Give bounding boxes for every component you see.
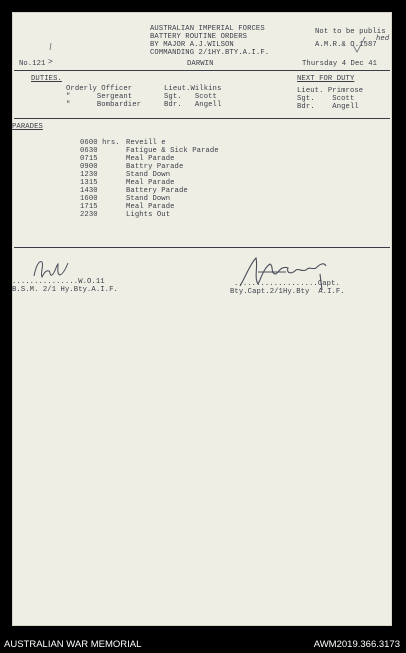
bsm-title: B.S.M. 2/1 Hy.Bty.A.I.F. (12, 286, 118, 294)
top-rule (14, 70, 390, 71)
parades-heading: PARADES (12, 123, 43, 131)
parade-event: Meal Parade (126, 155, 175, 163)
parade-event: Battry Parade (126, 163, 184, 171)
parade-event: Fatigue & Sick Parade (126, 147, 219, 155)
duty-current-3: Bdr. Angell (164, 101, 222, 109)
order-place: DARWIN (187, 60, 214, 68)
handwritten-hed: hed (376, 35, 390, 43)
document-page (12, 12, 392, 626)
captain-title: Bty.Capt.2/1Hy.Bty A.I.F. (230, 288, 345, 296)
parade-time: 1230 (80, 171, 98, 179)
tick-mark-icon (352, 36, 366, 54)
pen-mark-icon (48, 42, 54, 52)
order-number: No.121 (19, 60, 46, 68)
title-line-1: AUSTRALIAN IMPERIAL FORCES (150, 25, 265, 33)
parades-rule (14, 247, 390, 248)
parade-time: 0900 (80, 163, 98, 171)
parade-event: Lights Out (126, 211, 171, 219)
parade-time: 0715 (80, 155, 98, 163)
parade-time: 1600 (80, 195, 98, 203)
footer-accession-number: AWM2019.366.3173 (313, 639, 400, 650)
duty-current-1: Lieut.Wilkins (164, 85, 222, 93)
duty-next-3: Bdr. Angell (297, 103, 359, 111)
duty-role-3: " Bombardier (66, 101, 142, 109)
bsm-signature-line: ...............W.O.11 (12, 278, 105, 286)
title-line-2: BATTERY ROUTINE ORDERS (150, 33, 248, 41)
duties-rule (14, 118, 390, 119)
parade-time: 1715 (80, 203, 98, 211)
parade-event: Meal Parade (126, 203, 175, 211)
title-line-3: BY MAJOR A.J.WILSON (150, 41, 234, 49)
parade-time: 0600 hrs. (80, 139, 120, 147)
parade-time: 1430 (80, 187, 98, 195)
duty-next-1: Lieut. Primrose (297, 87, 364, 95)
duties-heading: DUTIES. (31, 75, 62, 83)
parade-time: 0630 (80, 147, 98, 155)
number-arrow-mark: > (48, 58, 53, 67)
parade-event: Meal Parade (126, 179, 175, 187)
parade-event: Battery Parade (126, 187, 188, 195)
next-for-duty-heading: NEXT FOR DUTY (297, 75, 355, 83)
parade-time: 2230 (80, 211, 98, 219)
parade-event: Stand Down (126, 171, 171, 179)
duty-role-2: " Sergeant (66, 93, 133, 101)
title-line-4: COMMANDING 2/1HY.BTY.A.I.F. (150, 49, 270, 57)
parade-event: Reveill e (126, 139, 166, 147)
duty-next-2: Sgt. Scott (297, 95, 355, 103)
duty-role-1: Orderly Officer (66, 85, 133, 93)
regulation-reference: A.M.R.& O.1587 (315, 41, 377, 49)
order-date: Thursday 4 Dec 41 (302, 60, 378, 68)
parade-event: Stand Down (126, 195, 171, 203)
parade-time: 1315 (80, 179, 98, 187)
not-to-be-published: Not to be publis (315, 28, 386, 36)
captain-signature-line: ...................Capt. (234, 280, 340, 288)
duty-current-2: Sgt. Scott (164, 93, 217, 101)
footer-institution: AUSTRALIAN WAR MEMORIAL (4, 639, 142, 650)
archive-footer (0, 637, 406, 653)
